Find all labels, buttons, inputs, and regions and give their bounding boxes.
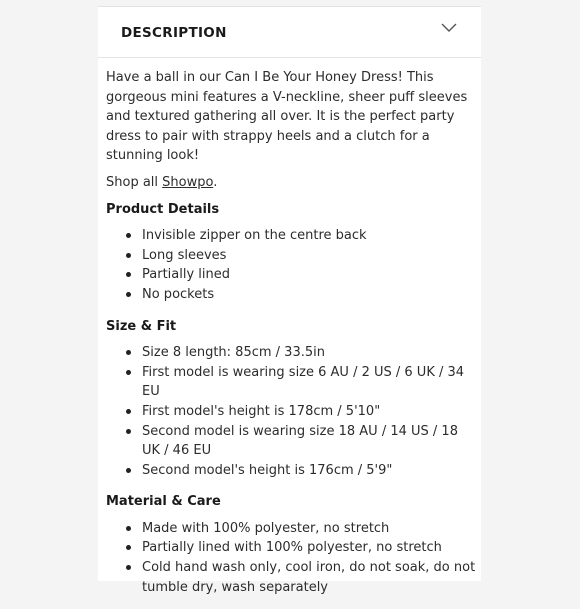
description-accordion-header[interactable] bbox=[98, 7, 481, 58]
list-item: First model's height is 178cm / 5'10" bbox=[106, 402, 476, 422]
list-item: Partially lined bbox=[106, 265, 476, 285]
list-item: Invisible zipper on the centre back bbox=[106, 226, 476, 246]
product-details-list bbox=[106, 226, 476, 304]
list-item: No pockets bbox=[106, 285, 476, 305]
shop-all-suffix: . bbox=[213, 174, 218, 190]
showpo-link[interactable]: Showpo bbox=[162, 174, 214, 190]
list-item: Partially lined with 100% polyester, no stretch bbox=[106, 538, 476, 558]
list-item: Long sleeves bbox=[106, 246, 476, 266]
list-item: Second model is wearing size 18 AU / 14 US / 18 UK / 46 EU bbox=[106, 422, 476, 461]
chevron-down-icon[interactable] bbox=[440, 22, 458, 34]
description-panel bbox=[98, 6, 481, 595]
size-fit-list bbox=[106, 343, 476, 480]
shop-all-line bbox=[106, 173, 476, 193]
section-title-product-details: Product Details bbox=[106, 201, 220, 217]
section-product-details bbox=[106, 200, 476, 305]
section-title-size-fit: Size & Fit bbox=[106, 318, 177, 334]
shop-all-prefix: Shop all bbox=[106, 174, 163, 190]
list-item: Made with 100% polyester, no stretch bbox=[106, 519, 476, 539]
description-title: DESCRIPTION bbox=[121, 25, 227, 41]
material-care-list bbox=[106, 519, 476, 597]
list-item: Size 8 length: 85cm / 33.5in bbox=[106, 343, 476, 363]
description-intro: Have a ball in our Can I Be Your Honey Dress! This gorgeous mini features a V-neckline, sheer puff sleeves and textured gathering all over. It is the perfect party dress to pair with strappy heels and a clutch for a stunning look! bbox=[106, 70, 468, 164]
description-content bbox=[106, 68, 476, 609]
section-title-material-care: Material & Care bbox=[106, 494, 221, 510]
list-item: Second model's height is 176cm / 5'9" bbox=[106, 461, 476, 481]
section-material-care bbox=[106, 492, 476, 597]
list-item: Cold hand wash only, cool iron, do not soak, do not tumble dry, wash separately bbox=[106, 558, 476, 597]
list-item: First model is wearing size 6 AU / 2 US / 6 UK / 34 EU bbox=[106, 363, 476, 402]
section-size-fit bbox=[106, 317, 476, 481]
